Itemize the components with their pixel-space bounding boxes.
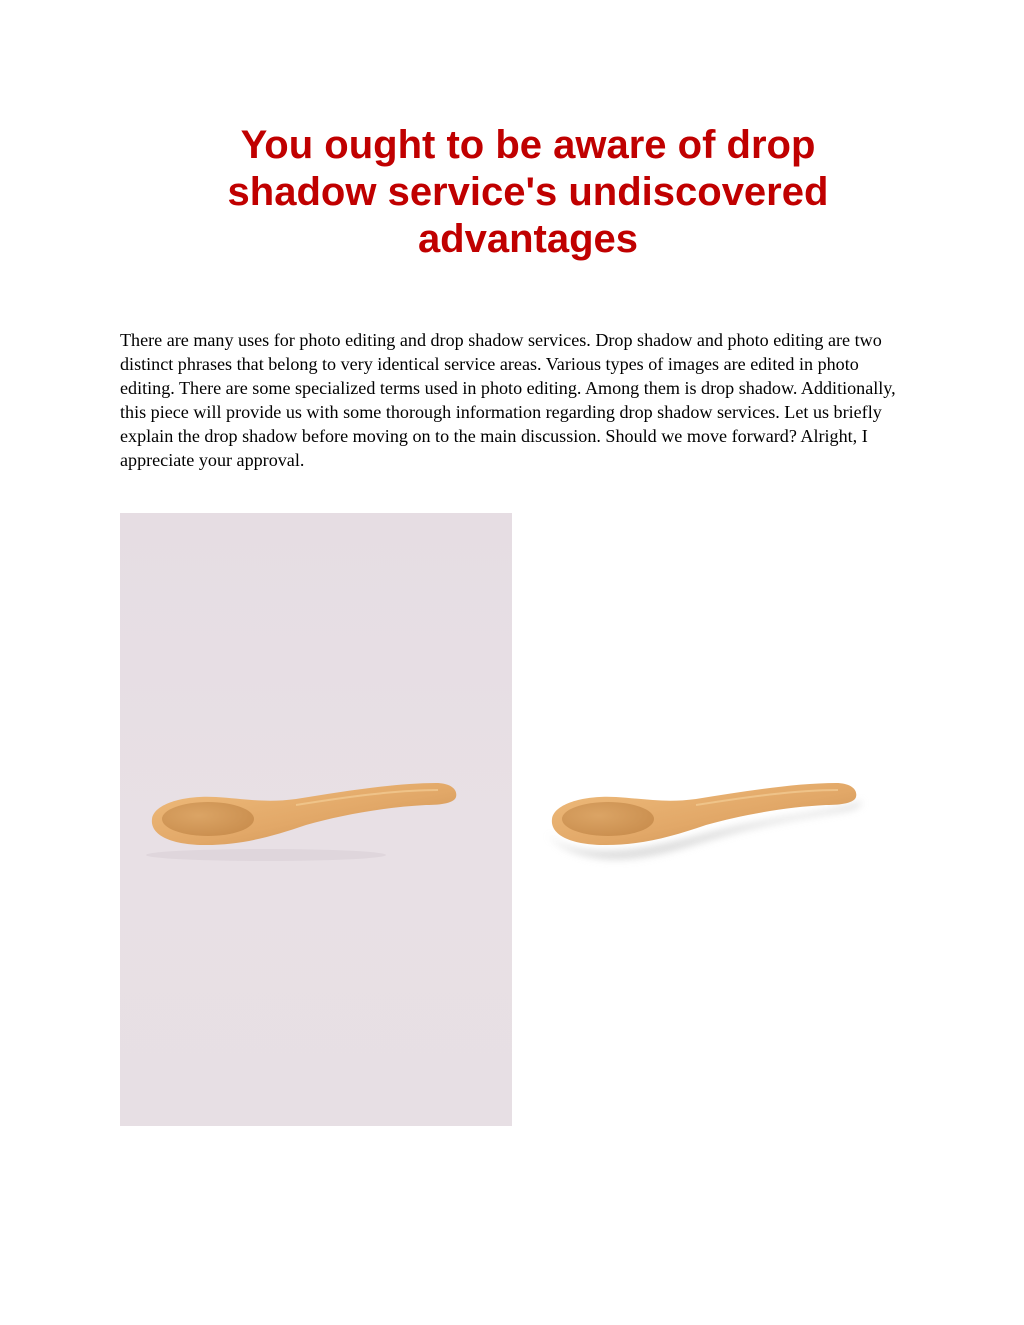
- intro-paragraph: There are many uses for photo editing and drop shadow services. Drop shadow and photo editing are two distinct phrases that belong to very identical service areas. Various types of images are edited in photo editing. There are some specialized terms used in photo editing. Among them is drop shadow. Additionally, this piece will provide us with some thorough information regarding drop shadow services. Let us briefly explain the drop shadow before moving on to the main discussion. Should we move forward? Alright, I appreciate your approval.: [120, 330, 896, 470]
- wooden-spoon-before: [146, 775, 466, 865]
- before-after-figure: [120, 513, 880, 1126]
- before-photo-panel: [120, 513, 512, 1126]
- page-title: You ought to be aware of drop shadow service's undiscovered advantages: [227, 123, 829, 261]
- wooden-spoon-after: [544, 775, 874, 885]
- after-photo-panel: [532, 513, 880, 1126]
